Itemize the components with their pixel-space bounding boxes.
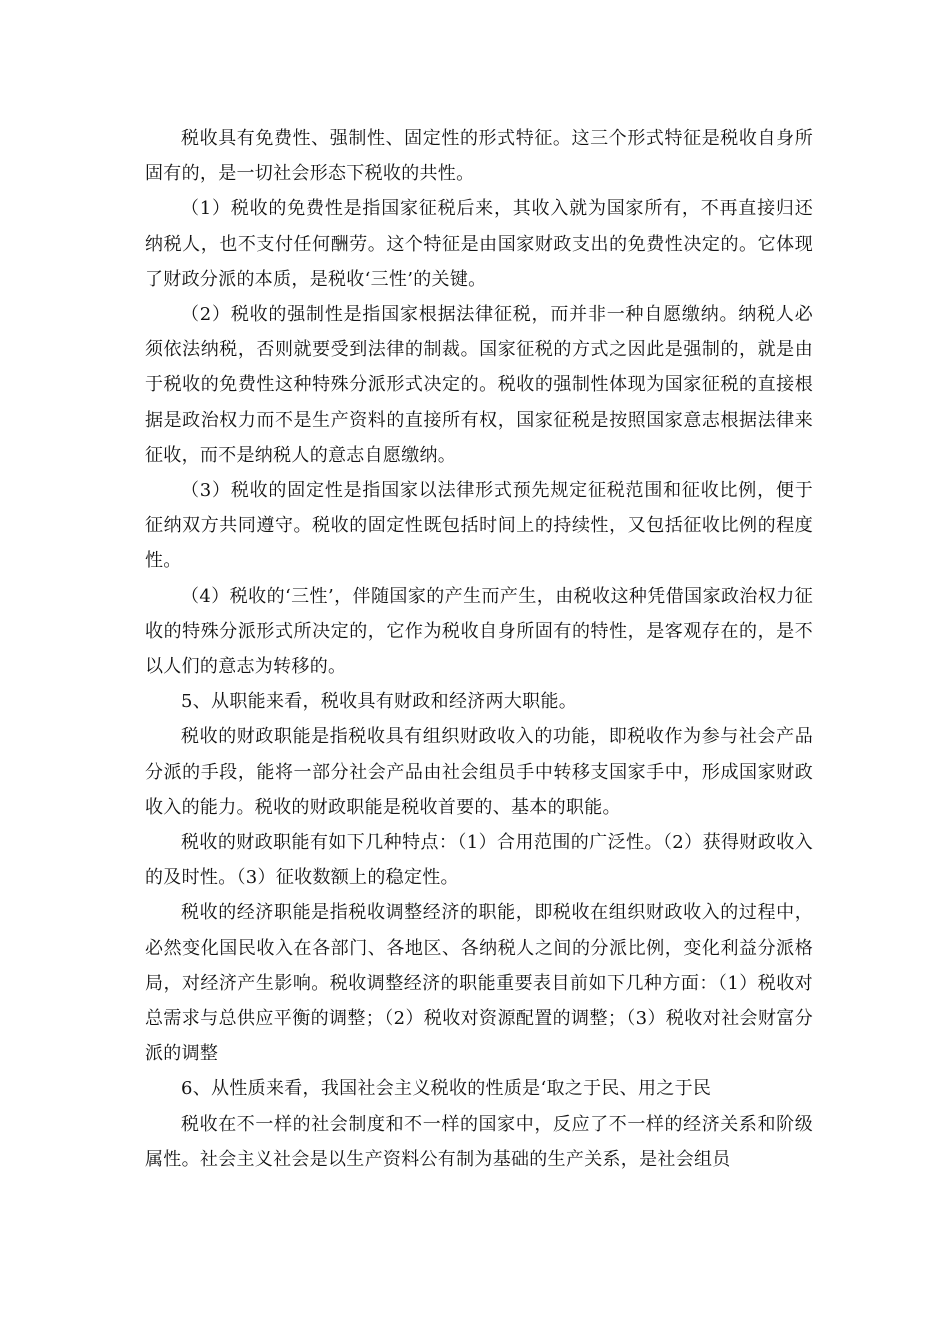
paragraph-fiscal-function-features: 税收的财政职能有如下几种特点：（1）合用范围的广泛性。（2）获得财政收入的及时性。（3）征收数额上的稳定性。 [145,832,813,889]
paragraph-tax-formal-features: 税收具有免费性、强制性、固定性的形式特征。这三个形式特征是税收自身所固有的，是一切社会形态下税收的共性。 [145,128,813,185]
paragraph-fixed-nature: （3）税收的固定性是指国家以法律形式预先规定征税范围和征收比例，便于征纳双方共同遵守。税收的固定性既包括时间上的持续性，又包括征收比例的程度性。 [145,480,813,572]
paragraph-nature-heading: 6、从性质来看，我国社会主义税收的性质是‘取之于民、用之于民 [181,1078,712,1100]
paragraph-free-nature: （1）税收的免费性是指国家征税后来，其收入就为国家所有，不再直接归还纳税人，也不支付任何酬劳。这个特征是由国家财政支出的免费性决定的。它体现了财政分派的本质，是税收‘三性’的关键。 [145,198,813,290]
paragraph-functions-heading: 5、从职能来看，税收具有财政和经济两大职能。 [181,691,578,713]
paragraph-three-natures: （4）税收的‘三性’，伴随国家的产生而产生，由税收这种凭借国家政治权力征收的特殊分派形式所决定的，它作为税收自身所固有的特性，是客观存在的，是不以人们的意志为转移的。 [145,585,813,678]
document-body [145,121,813,1177]
paragraph-economic-function: 税收的经济职能是指税收调整经济的职能，即税收在组织财政收入的过程中，必然变化国民收入在各部门、各地区、各纳税人之间的分派比例，变化利益分派格局，对经济产生影响。税收调整经济的职能重要表目前如下几种方面：（1）税收对总需求与总供应平衡的调整；（2）税收对资源配置的调整；（3）税收对社会财富分派的调整 [145,902,813,1065]
paragraph-social-system: 税收在不一样的社会制度和不一样的国家中，反应了不一样的经济关系和阶级属性。社会主义社会是以生产资料公有制为基础的生产关系，是社会组员 [145,1113,813,1170]
paragraph-fiscal-function: 税收的财政职能是指税收具有组织财政收入的功能，即税收作为参与社会产品分派的手段，能将一部分社会产品由社会组员手中转移支国家手中，形成国家财政收入的能力。税收的财政职能是税收首要的、基本的职能。 [145,726,813,818]
paragraph-compulsory-nature: （2）税收的强制性是指国家根据法律征税，而并非一种自愿缴纳。纳税人必须依法纳税，否则就要受到法律的制裁。国家征税的方式之因此是强制的，就是由于税收的免费性这种特殊分派形式决定的。税收的强制性体现为国家征税的直接根据是政治权力而不是生产资料的直接所有权，国家征税是按照国家意志根据法律来征收，而不是纳税人的意志自愿缴纳。 [145,304,813,466]
